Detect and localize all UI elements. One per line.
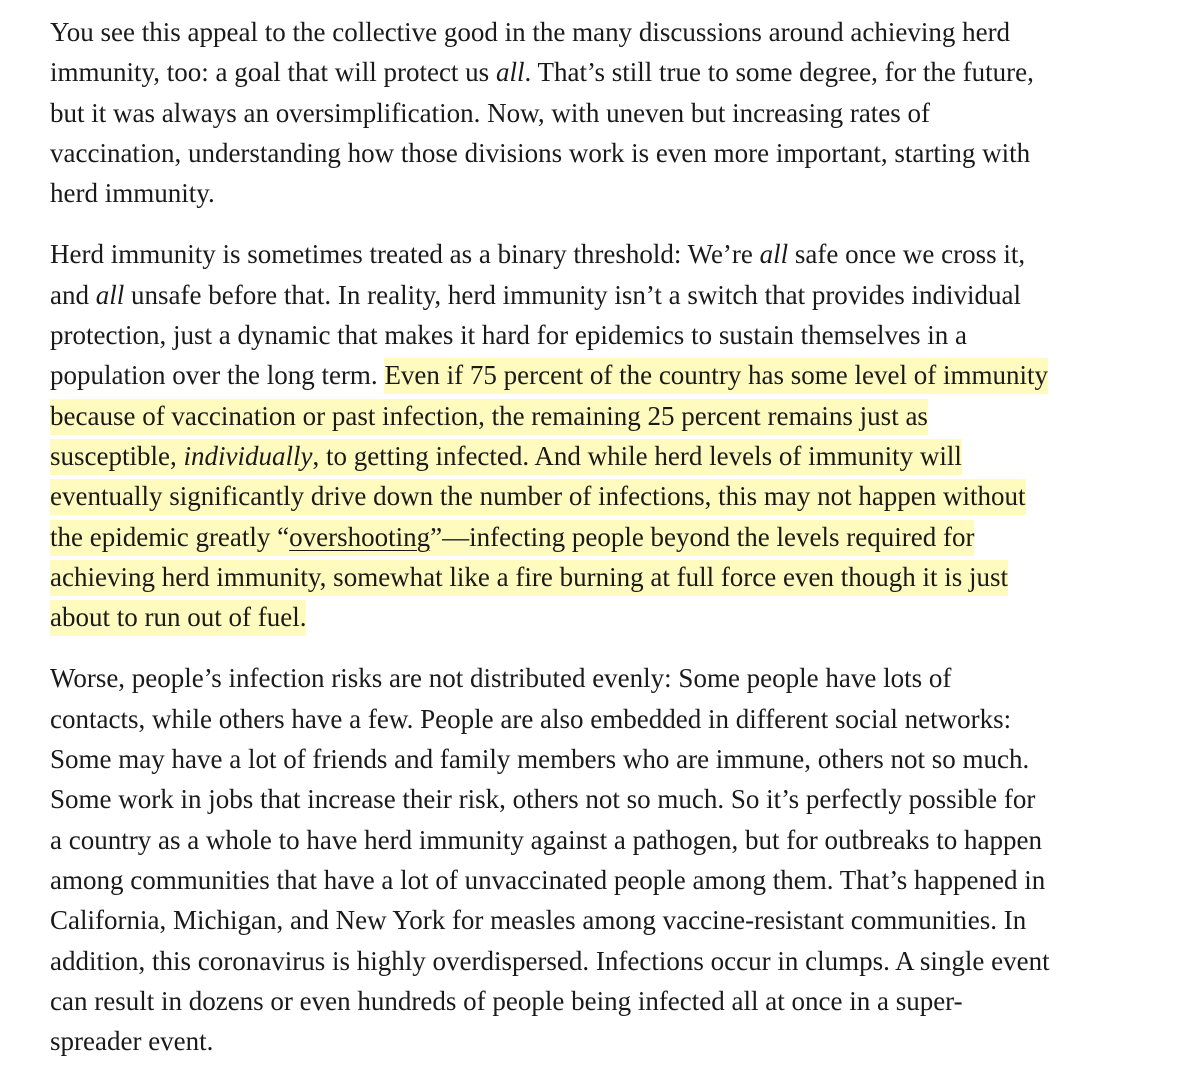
paragraph-text: Herd immunity is sometimes treated as a binary threshold: We’re xyxy=(50,239,760,270)
highlight-text: Even if 75 percent of the country has some level of immunity because of vaccination or past infection, the remaining 25 percent remains just as susceptible, xyxy=(50,360,1049,471)
paragraph-herd-immunity-appeal xyxy=(50,12,1050,213)
overshooting-link[interactable]: overshooting xyxy=(289,521,431,552)
article-body xyxy=(50,12,1050,1082)
highlight-text: ”—infecting people beyond the levels required for achieving herd immunity, somewhat like a fire burning at full force even though it is just about to run out of fuel. xyxy=(50,521,1009,633)
highlighted-passage xyxy=(50,358,1048,636)
highlight-text: , to getting infected. And while herd levels of immunity will eventually significantly drive down the number of infections, this may not happen without the epidemic greatly “ xyxy=(50,440,1026,552)
paragraph-uneven-risk xyxy=(50,658,1050,1061)
paragraph-binary-threshold xyxy=(50,234,1050,637)
paragraph-text: You see this appeal to the collective good in the many discussions around achieving herd immunity, too: a goal that will protect us xyxy=(50,17,1011,88)
paragraph-text: safe once we cross it, and xyxy=(50,239,1026,310)
emphasis-individually: individually xyxy=(183,440,313,471)
paragraph-text: . That’s still true to some degree, for the future, but it was always an oversimplification. Now, with uneven but increasing rates of vaccination, understanding how those divisions work is even more important, starting with herd immunity. xyxy=(50,57,1034,209)
emphasis-all: all xyxy=(95,279,125,310)
emphasis-all: all xyxy=(495,57,525,88)
paragraph-text: Worse, people’s infection risks are not distributed evenly: Some people have lots of contacts, while others have a few. People are also embedded in different social networks: Some may have a lot of friends and family members who are immune, others not so much. Some work in jobs that increase their risk, others not so much. So it’s perfectly possible for a country as a whole to have herd immunity against a pathogen, but for outbreaks to happen among communities that have a lot of unvaccinated people among them. That’s happened in California, Michigan, and New York for measles among vaccine-resistant communities. In addition, this coronavirus is highly overdispersed. Infections occur in clumps. A single event can result in dozens or even hundreds of people being infected all at once in a super-spreader event. xyxy=(50,663,1050,1057)
paragraph-text: unsafe before that. In reality, herd immunity isn’t a switch that provides individual protection, just a dynamic that makes it hard for epidemics to sustain themselves in a population over the long term. xyxy=(50,279,1022,391)
emphasis-all: all xyxy=(759,239,789,270)
